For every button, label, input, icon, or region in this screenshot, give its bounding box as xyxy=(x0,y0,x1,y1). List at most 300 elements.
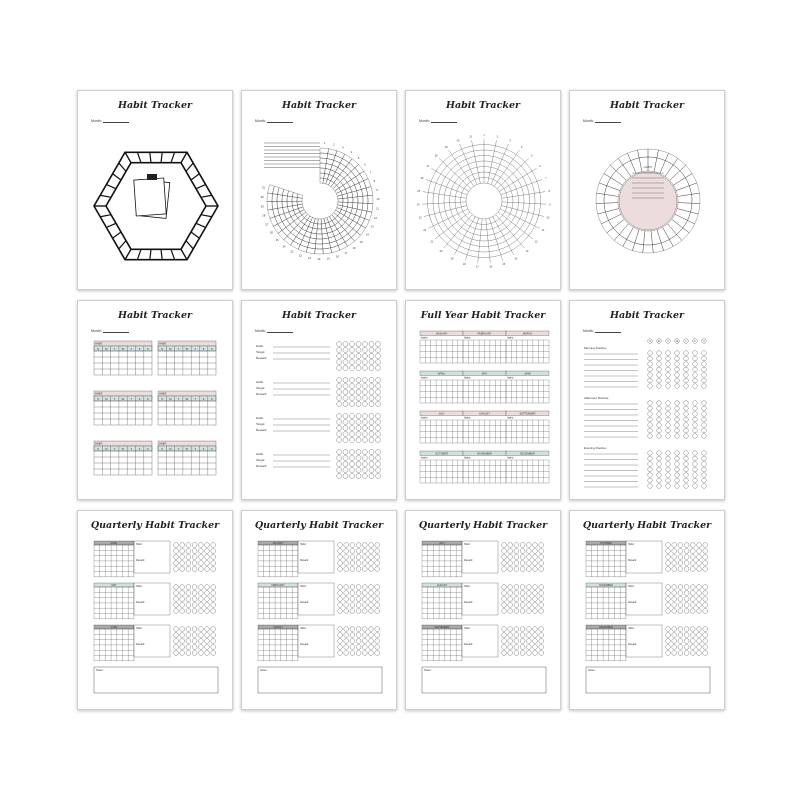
day-number: 5 xyxy=(531,154,533,158)
weekday-label: T xyxy=(113,397,116,401)
check-circle xyxy=(526,567,531,572)
ring-cell xyxy=(598,212,609,224)
check-circle xyxy=(690,549,695,554)
check-circle xyxy=(350,390,355,395)
page-quarterly-q2 xyxy=(77,510,233,710)
ring-cell xyxy=(638,149,648,158)
check-circle xyxy=(350,603,355,608)
check-circle xyxy=(356,354,361,359)
check-circle xyxy=(369,432,374,437)
day-number: 27 xyxy=(426,165,430,169)
check-circle xyxy=(508,627,513,632)
check-circle xyxy=(520,549,525,554)
check-circle xyxy=(337,378,342,383)
rule-line xyxy=(171,152,175,162)
weekday-label: T xyxy=(194,447,196,451)
check-circle xyxy=(337,426,342,431)
check-circle xyxy=(174,597,179,602)
check-circle xyxy=(648,401,653,406)
check-circle xyxy=(363,414,368,419)
ring-cell xyxy=(676,186,691,197)
check-circle xyxy=(675,378,680,383)
ring-cell xyxy=(298,215,304,221)
weekday-label: T xyxy=(194,347,196,351)
check-circle xyxy=(375,627,380,632)
check-circle xyxy=(690,603,695,608)
weekday-label: M xyxy=(169,347,172,351)
check-circle xyxy=(369,390,374,395)
check-circle xyxy=(514,549,519,554)
weekday-label: F xyxy=(202,347,205,351)
month-label: Month: xyxy=(255,119,293,123)
check-circle xyxy=(363,426,368,431)
check-circle xyxy=(343,396,348,401)
check-circle xyxy=(376,468,381,473)
check-circle xyxy=(684,609,689,614)
check-circle xyxy=(533,549,538,554)
check-circle xyxy=(362,639,367,644)
check-circle xyxy=(350,384,355,389)
check-circle xyxy=(363,468,368,473)
page-title: Habit Tracker xyxy=(609,310,685,321)
check-circle xyxy=(369,384,374,389)
ring-cell xyxy=(277,188,283,196)
check-circle xyxy=(350,555,355,560)
page-quarterly-q3 xyxy=(405,510,561,710)
check-circle xyxy=(684,451,689,456)
weekday-label: W xyxy=(185,397,189,401)
check-circle xyxy=(369,456,374,461)
check-circle xyxy=(666,406,671,411)
rule-line xyxy=(106,185,116,189)
page-quarterly-q4 xyxy=(569,510,725,710)
weekday-label: S xyxy=(161,447,163,451)
page-title: Habit Tracker xyxy=(281,100,357,111)
check-circle xyxy=(186,561,191,566)
check-circle xyxy=(514,597,519,602)
check-circle xyxy=(180,633,185,638)
check-circle xyxy=(198,645,203,650)
check-circle xyxy=(702,401,707,406)
check-circle xyxy=(174,651,179,656)
check-circle xyxy=(362,633,367,638)
ring-cell xyxy=(648,149,658,158)
check-circle xyxy=(678,567,683,572)
check-circle xyxy=(337,396,342,401)
check-circle xyxy=(180,549,185,554)
ring-cell xyxy=(278,230,287,239)
check-circle xyxy=(675,373,680,378)
check-circle xyxy=(362,597,367,602)
routine-label: Evening Routine: xyxy=(584,446,607,450)
check-circle xyxy=(363,348,368,353)
check-circle xyxy=(356,651,361,656)
weekday-label: M xyxy=(105,447,108,451)
weekday-label: S xyxy=(97,347,99,351)
check-circle xyxy=(684,591,689,596)
check-circle xyxy=(702,428,707,433)
reward-label: Reward: xyxy=(464,643,473,646)
habit-label: HABIT: xyxy=(95,392,104,396)
habits-label: Habits xyxy=(464,457,471,460)
rule-line xyxy=(196,223,206,227)
ring-cell xyxy=(304,220,310,226)
ring-cell xyxy=(316,239,323,244)
check-circle xyxy=(526,645,531,650)
check-circle xyxy=(684,428,689,433)
check-circle xyxy=(666,555,671,560)
habit-center-circle xyxy=(619,172,677,230)
routine-label: Morning Routine: xyxy=(584,346,607,350)
month-label: DECEMBER xyxy=(520,452,535,456)
ring-cell xyxy=(306,247,315,253)
page-quarterly-q1 xyxy=(241,510,397,710)
check-circle xyxy=(693,484,698,489)
day-number: 8 xyxy=(548,190,550,194)
check-circle xyxy=(666,434,671,439)
weekday-label: M xyxy=(169,447,172,451)
check-circle xyxy=(338,555,343,560)
check-circle xyxy=(369,426,374,431)
check-circle xyxy=(648,473,653,478)
day-number: 14 xyxy=(514,257,518,261)
check-circle xyxy=(211,567,216,572)
check-circle xyxy=(514,561,519,566)
check-circle xyxy=(526,627,531,632)
check-circle xyxy=(684,423,689,428)
check-circle xyxy=(186,651,191,656)
ring-cell xyxy=(282,227,291,236)
rule-line xyxy=(161,152,162,162)
ring-cell xyxy=(335,167,343,174)
day-number: 30 xyxy=(260,195,264,199)
ring-cell xyxy=(270,217,278,226)
check-circle xyxy=(684,549,689,554)
check-circle xyxy=(369,438,374,443)
check-circle xyxy=(343,360,348,365)
check-circle xyxy=(356,396,361,401)
check-circle xyxy=(672,651,677,656)
ring-cell xyxy=(660,161,673,177)
target-label: Target: xyxy=(256,458,266,462)
clipboard-icon xyxy=(134,178,166,216)
check-circle xyxy=(369,348,374,353)
check-circle xyxy=(205,627,210,632)
check-circle xyxy=(198,591,203,596)
check-circle xyxy=(702,378,707,383)
ring-cell xyxy=(343,182,350,189)
ring-cell xyxy=(282,195,287,201)
day-number: 4 xyxy=(350,151,352,155)
check-circle xyxy=(376,456,381,461)
ring-cell xyxy=(604,194,618,203)
page-title: Quarterly Habit Tracker xyxy=(582,520,712,531)
check-circle xyxy=(672,561,677,566)
habit-label: Habit: xyxy=(256,344,264,348)
check-circle xyxy=(356,627,361,632)
check-circle xyxy=(502,555,507,560)
check-circle xyxy=(356,633,361,638)
check-circle xyxy=(697,561,702,566)
day-number: 20 xyxy=(317,257,321,261)
check-circle xyxy=(520,651,525,656)
day-number: 8 xyxy=(373,179,376,183)
check-circle xyxy=(192,597,197,602)
weekday-label: F xyxy=(694,341,696,343)
check-circle xyxy=(343,450,348,455)
check-circle xyxy=(678,585,683,590)
ring-cell xyxy=(343,167,351,175)
day-number: 13 xyxy=(525,250,529,254)
check-circle xyxy=(657,401,662,406)
check-circle xyxy=(508,603,513,608)
check-circle xyxy=(192,567,197,572)
check-circle xyxy=(675,401,680,406)
check-circle xyxy=(666,597,671,602)
check-circle xyxy=(376,366,381,371)
check-circle xyxy=(356,561,361,566)
check-circle xyxy=(675,451,680,456)
month-label: JANUARY xyxy=(272,542,284,545)
check-circle xyxy=(675,434,680,439)
check-circle xyxy=(508,639,513,644)
day-number: 7 xyxy=(369,171,372,175)
habit-label: HABIT: xyxy=(159,442,168,446)
ring-cell xyxy=(321,219,325,224)
weekday-label: S xyxy=(97,447,99,451)
page-circle-tracker xyxy=(405,90,561,290)
check-circle xyxy=(356,420,361,425)
check-circle xyxy=(186,603,191,608)
weekday-label: T xyxy=(685,341,687,343)
weekday-label: F xyxy=(138,397,141,401)
notes-box xyxy=(258,667,382,693)
rule-line xyxy=(181,249,187,259)
check-circle xyxy=(514,633,519,638)
weekday-label: M xyxy=(169,397,172,401)
check-circle xyxy=(174,603,179,608)
check-circle xyxy=(343,384,348,389)
ring-cell xyxy=(278,208,284,216)
check-circle xyxy=(363,366,368,371)
check-circle xyxy=(369,549,374,554)
check-circle xyxy=(338,561,343,566)
check-circle xyxy=(508,561,513,566)
check-circle xyxy=(211,645,216,650)
day-number: 29 xyxy=(260,205,264,209)
check-circle xyxy=(703,597,708,602)
check-circle xyxy=(672,591,677,596)
check-circle xyxy=(375,585,380,590)
check-circle xyxy=(648,412,653,417)
check-circle xyxy=(356,543,361,548)
check-circle xyxy=(693,401,698,406)
check-circle xyxy=(697,633,702,638)
day-number: 9 xyxy=(549,203,551,207)
check-circle xyxy=(198,597,203,602)
check-circle xyxy=(338,651,343,656)
weekday-label: S xyxy=(649,341,651,343)
ring-cell xyxy=(678,194,692,203)
check-circle xyxy=(684,484,689,489)
check-circle xyxy=(362,627,367,632)
day-number: 27 xyxy=(265,223,269,227)
month-label: JULY xyxy=(438,412,445,416)
weekday-label: W xyxy=(121,347,125,351)
check-circle xyxy=(376,360,381,365)
check-circle xyxy=(502,633,507,638)
rule-line xyxy=(171,249,175,259)
ring-cell xyxy=(601,220,613,232)
check-circle xyxy=(174,561,179,566)
check-circle xyxy=(376,420,381,425)
check-circle xyxy=(363,420,368,425)
check-circle xyxy=(514,555,519,560)
quarterly-art xyxy=(78,511,233,710)
check-circle xyxy=(666,428,671,433)
check-circle xyxy=(174,591,179,596)
ring-cell xyxy=(599,173,610,185)
check-circle xyxy=(192,555,197,560)
check-circle xyxy=(375,609,380,614)
check-circle xyxy=(702,484,707,489)
ring-cell xyxy=(332,229,339,236)
check-circle xyxy=(338,591,343,596)
weekday-label: M xyxy=(105,347,108,351)
check-circle xyxy=(344,639,349,644)
day-number: 11 xyxy=(542,229,545,233)
check-circle xyxy=(343,456,348,461)
check-circle xyxy=(657,417,662,422)
ring-cell xyxy=(349,159,358,168)
weekday-label: W xyxy=(121,397,125,401)
check-circle xyxy=(344,609,349,614)
check-circle xyxy=(369,402,374,407)
ring-cell xyxy=(277,201,283,208)
rule-line xyxy=(472,140,481,183)
check-circle xyxy=(672,549,677,554)
check-circle xyxy=(186,549,191,554)
check-circle xyxy=(502,567,507,572)
check-circle xyxy=(508,645,513,650)
day-number: 16 xyxy=(352,246,356,250)
check-circle xyxy=(211,555,216,560)
check-circle xyxy=(180,591,185,596)
ring-cell xyxy=(283,207,289,214)
ring-cell xyxy=(340,171,348,179)
ring-cell xyxy=(282,189,288,196)
day-number: 21 xyxy=(308,257,311,261)
check-circle xyxy=(508,591,513,596)
check-circle xyxy=(697,549,702,554)
day-number: 28 xyxy=(262,214,266,218)
check-circle xyxy=(678,561,683,566)
habit-label: Habit: xyxy=(300,585,307,588)
weekday-label: T xyxy=(177,447,180,451)
check-circle xyxy=(362,651,367,656)
check-circle xyxy=(702,467,707,472)
check-circle xyxy=(356,645,361,650)
ring-cell xyxy=(297,194,303,198)
check-circle xyxy=(502,561,507,566)
day-number: 25 xyxy=(417,190,421,194)
rule-line xyxy=(423,192,466,199)
month-label: SEPTEMBER xyxy=(434,626,450,629)
check-circle xyxy=(702,384,707,389)
reward-label: Reward: xyxy=(256,392,268,396)
weekday-label: T xyxy=(130,447,132,451)
month-label: DECEMBER xyxy=(599,626,613,629)
habit-label: Habit: xyxy=(628,543,635,546)
check-circle xyxy=(672,633,677,638)
ring-cell xyxy=(353,197,358,203)
month-label: APRIL xyxy=(110,542,118,545)
ring-cell xyxy=(669,234,682,246)
ring-cell xyxy=(344,211,351,218)
check-circle xyxy=(362,645,367,650)
check-circle xyxy=(693,412,698,417)
habits-label: Habits xyxy=(421,417,428,420)
check-circle xyxy=(363,360,368,365)
check-circle xyxy=(533,591,538,596)
ring-cell xyxy=(341,222,349,230)
check-circle xyxy=(350,561,355,566)
check-circle xyxy=(675,412,680,417)
check-circle xyxy=(337,474,342,479)
check-circle xyxy=(369,543,374,548)
ring-cell xyxy=(320,148,329,154)
ring-cell xyxy=(322,233,328,239)
check-circle xyxy=(648,356,653,361)
ring-cell xyxy=(337,195,343,199)
ring-cell xyxy=(323,248,332,254)
check-circle xyxy=(520,603,525,608)
spiral-tracker-art xyxy=(242,91,397,290)
check-circle xyxy=(343,432,348,437)
check-circle xyxy=(684,478,689,483)
check-circle xyxy=(344,597,349,602)
check-circle xyxy=(675,473,680,478)
ring-cell xyxy=(665,153,677,165)
habits-label: Habits xyxy=(421,337,428,340)
check-circle xyxy=(666,473,671,478)
check-circle xyxy=(703,609,708,614)
check-circle xyxy=(508,633,513,638)
ring-line xyxy=(461,178,508,225)
ring-cell xyxy=(361,219,369,229)
month-label: Month: xyxy=(583,329,621,333)
rule-line xyxy=(181,152,187,162)
check-circle xyxy=(343,462,348,467)
rule-line xyxy=(191,174,199,180)
ring-cell xyxy=(623,239,635,250)
check-circle xyxy=(657,373,662,378)
weekday-label: T xyxy=(667,341,669,343)
check-circle xyxy=(672,603,677,608)
check-circle xyxy=(337,432,342,437)
check-circle xyxy=(338,567,343,572)
check-circle xyxy=(702,367,707,372)
ring-cell xyxy=(267,193,273,202)
clipboard-icon xyxy=(147,174,157,180)
check-circle xyxy=(514,567,519,572)
check-circle xyxy=(205,609,210,614)
check-circle xyxy=(344,651,349,656)
check-circle xyxy=(356,450,361,455)
check-circle xyxy=(657,351,662,356)
weekday-label: S xyxy=(146,397,149,401)
full-year-grid-art xyxy=(406,301,561,500)
